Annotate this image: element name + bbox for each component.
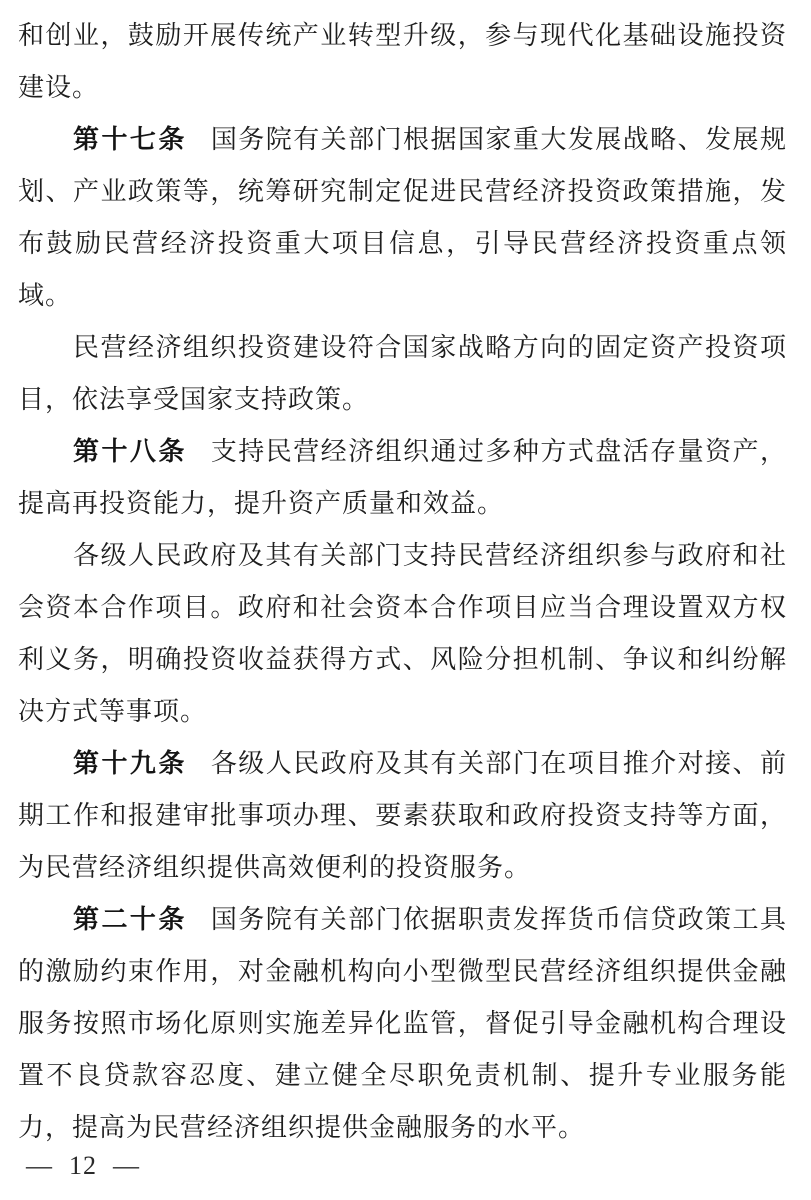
text-line [18, 478, 787, 530]
line-text: 的激励约束作用，对金融机构向小型微型民营经济组织提供金融 [18, 957, 787, 986]
article-number: 第二十条 [73, 905, 187, 934]
article-first-line [18, 894, 787, 946]
line-text: 服务按照市场化原则实施差异化监管，督促引导金融机构合理设 [18, 1009, 787, 1038]
text-line [18, 10, 787, 62]
text-line [18, 270, 787, 322]
line-text: 建设。 [18, 73, 100, 102]
footer-dash-right: — [113, 1151, 140, 1180]
line-text: 各级人民政府及其有关部门支持民营经济组织参与政府和社 [73, 541, 787, 570]
article-first-line [18, 738, 787, 790]
text-line [18, 62, 787, 114]
line-text: 布鼓励民营经济投资重大项目信息，引导民营经济投资重点领 [18, 229, 787, 258]
line-text: 民营经济组织投资建设符合国家战略方向的固定资产投资项 [73, 333, 787, 362]
line-text: 国务院有关部门根据国家重大发展战略、发展规 [210, 125, 787, 154]
line-text: 期工作和报建审批事项办理、要素获取和政府投资支持等方面， [18, 801, 787, 830]
page-footer [26, 1148, 140, 1184]
text-line [18, 946, 787, 998]
page-number: 12 [69, 1151, 97, 1180]
text-line [18, 322, 787, 374]
article-number: 第十九条 [73, 749, 187, 778]
text-line [18, 686, 787, 738]
text-line [18, 374, 787, 426]
line-text: 会资本合作项目。政府和社会资本合作项目应当合理设置双方权 [18, 593, 787, 622]
line-text: 支持民营经济组织通过多种方式盘活存量资产， [210, 437, 787, 466]
line-text: 利义务，明确投资收益获得方式、风险分担机制、争议和纠纷解 [18, 645, 787, 674]
line-text: 目，依法享受国家支持政策。 [18, 385, 370, 414]
line-text: 置不良贷款容忍度、建立健全尽职免责机制、提升专业服务能 [18, 1061, 787, 1090]
text-line [18, 790, 787, 842]
text-line [18, 998, 787, 1050]
document-body [18, 10, 787, 1154]
text-line [18, 166, 787, 218]
article-first-line [18, 426, 787, 478]
article-first-line [18, 114, 787, 166]
footer-dash-left: — [26, 1151, 53, 1180]
line-text: 提高再投资能力，提升资产质量和效益。 [18, 489, 505, 518]
text-line [18, 1050, 787, 1102]
line-text: 为民营经济组织提供高效便利的投资服务。 [18, 853, 532, 882]
text-line [18, 582, 787, 634]
line-text: 力，提高为民营经济组织提供金融服务的水平。 [18, 1113, 586, 1142]
text-line [18, 634, 787, 686]
text-line [18, 1102, 787, 1154]
line-text: 划、产业政策等，统筹研究制定促进民营经济投资政策措施，发 [18, 177, 787, 206]
article-number: 第十八条 [73, 437, 187, 466]
line-text: 域。 [18, 281, 73, 310]
line-text: 各级人民政府及其有关部门在项目推介对接、前 [210, 749, 787, 778]
line-text: 决方式等事项。 [18, 697, 208, 726]
text-line [18, 218, 787, 270]
text-line [18, 842, 787, 894]
text-line [18, 530, 787, 582]
article-number: 第十七条 [73, 125, 187, 154]
line-text: 国务院有关部门依据职责发挥货币信贷政策工具 [210, 905, 787, 934]
line-text: 和创业，鼓励开展传统产业转型升级，参与现代化基础设施投资 [18, 21, 787, 50]
